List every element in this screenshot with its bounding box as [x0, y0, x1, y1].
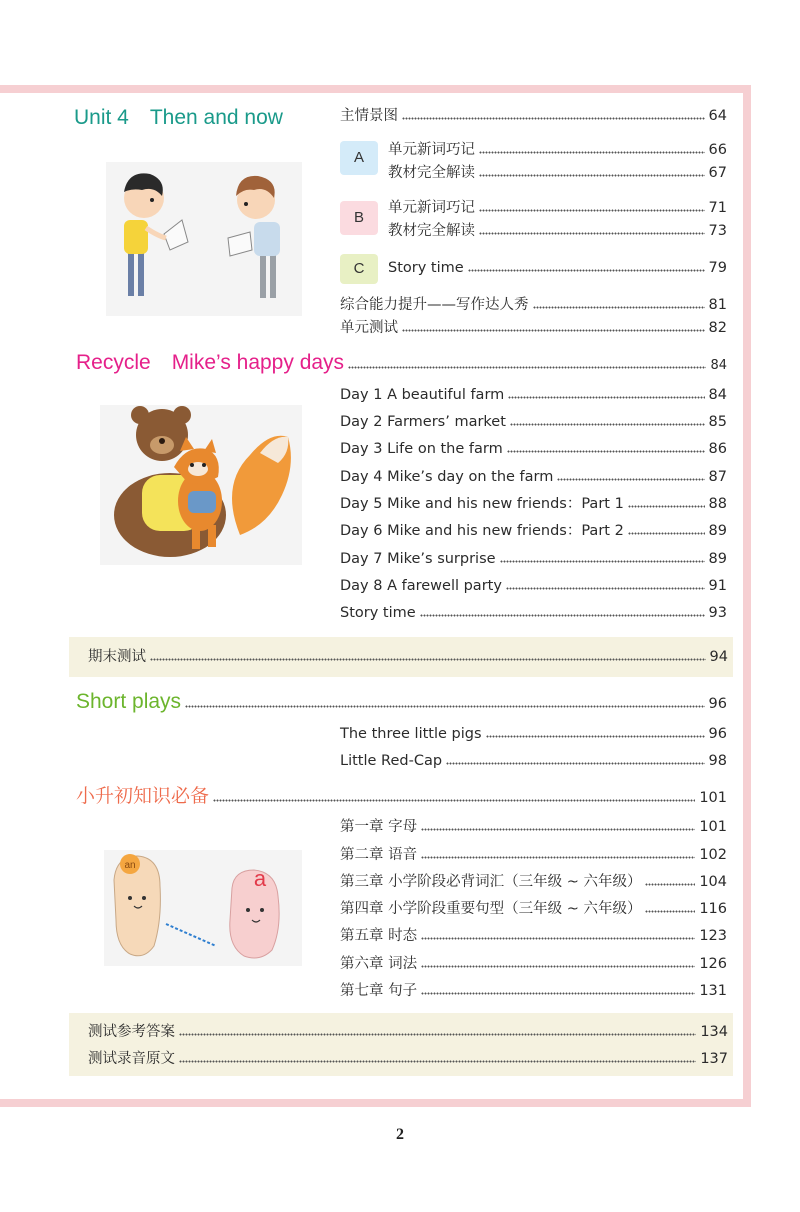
section-b-tag: B — [340, 201, 378, 235]
short-plays-heading: Short plays — [76, 690, 182, 713]
toc-row[interactable]: Day 1 A beautiful farm 84 — [340, 387, 727, 403]
bear-fox-hug-illustration — [100, 405, 302, 565]
toc-row[interactable]: Day 7 Mike’s surprise 89 — [340, 551, 727, 567]
toc-row[interactable]: 测试录音原文 137 — [88, 1051, 728, 1067]
toc-row[interactable]: 第一章 字母 101 — [340, 819, 727, 835]
toc-row[interactable]: Story time 93 — [340, 605, 727, 621]
page-number: 2 — [396, 1126, 404, 1143]
short-plays-heading-row[interactable]: Short plays 96 — [76, 690, 727, 713]
boys-reading-illustration — [106, 162, 302, 316]
toc-row[interactable]: 第六章 词法 126 — [340, 956, 727, 972]
toc-row[interactable]: 综合能力提升——写作达人秀 81 — [340, 297, 727, 313]
toc-row[interactable]: 第四章 小学阶段重要句型（三年级 ~ 六年级） 116 — [340, 901, 727, 917]
toc-row[interactable]: Day 2 Farmers’ market 85 — [340, 414, 727, 430]
toc-row[interactable]: 单元新词巧记 66 — [388, 142, 727, 158]
toc-row[interactable]: 教材完全解读 73 — [388, 223, 727, 239]
toc-row[interactable]: 单元新词巧记 71 — [388, 200, 727, 216]
toc-row[interactable]: 单元测试 82 — [340, 320, 727, 336]
toc-row[interactable]: 第二章 语音 102 — [340, 847, 727, 863]
recycle-heading-row[interactable]: Recycle Mike’s happy days 84 — [76, 351, 727, 374]
toc-row[interactable]: Day 3 Life on the farm 86 — [340, 441, 727, 457]
primary-prep-heading: 小升初知识必备 — [76, 785, 210, 807]
toc-row[interactable]: 教材完全解读 67 — [388, 165, 727, 181]
section-a-tag: A — [340, 141, 378, 175]
toc-row[interactable]: Little Red-Cap 98 — [340, 753, 727, 769]
toc-row[interactable]: Day 6 Mike and his new friends：Part 2 89 — [340, 523, 727, 539]
toc-row[interactable]: The three little pigs 96 — [340, 726, 727, 742]
toc-row[interactable]: 第七章 句子 131 — [340, 983, 727, 999]
bean-characters-illustration — [104, 850, 302, 966]
recycle-heading: Recycle Mike’s happy days — [76, 351, 345, 374]
toc-row[interactable]: 主情景图 64 — [340, 108, 727, 124]
bean-an-label: an — [124, 860, 136, 871]
toc-row[interactable]: Story time 79 — [388, 260, 727, 276]
toc-row[interactable]: Day 5 Mike and his new friends：Part 1 88 — [340, 496, 727, 512]
toc-row[interactable]: 第三章 小学阶段必背词汇（三年级 ~ 六年级） 104 — [340, 874, 727, 890]
toc-row[interactable]: 测试参考答案 134 — [88, 1024, 728, 1040]
section-c-tag: C — [340, 254, 378, 284]
toc-row[interactable]: 第五章 时态 123 — [340, 928, 727, 944]
toc-row[interactable]: Day 8 A farewell party 91 — [340, 578, 727, 594]
unit4-heading: Unit 4 Then and now — [74, 106, 283, 129]
toc-row[interactable]: 期末测试 94 — [88, 649, 728, 665]
toc-row[interactable]: Day 4 Mike’s day on the farm 87 — [340, 469, 727, 485]
bean-a-label: a — [253, 866, 267, 891]
primary-prep-heading-row[interactable]: 小升初知识必备 101 — [76, 785, 727, 807]
